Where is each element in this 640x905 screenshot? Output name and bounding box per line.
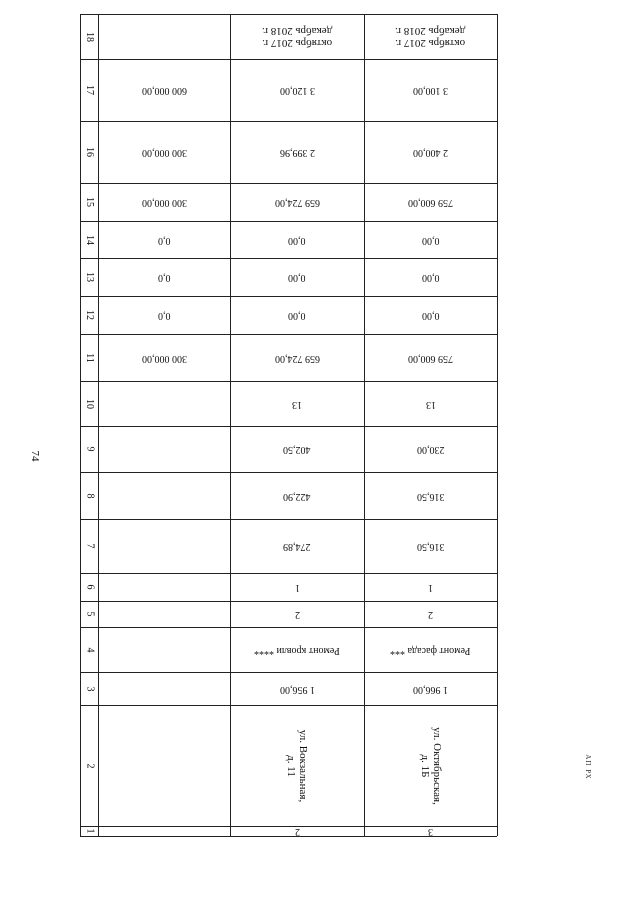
row-3-col-17-text: 3 100,00 bbox=[413, 85, 448, 96]
row-3-col-6-text: 1 bbox=[428, 582, 433, 593]
row-3-col-15-text: 759 600,00 bbox=[408, 197, 453, 208]
row-2-col-11 bbox=[230, 334, 364, 381]
row-3-col-9-text: 230,00 bbox=[416, 444, 445, 455]
row-1-col-11-text: 300 000,00 bbox=[141, 352, 187, 364]
row-1-col-1 bbox=[98, 826, 230, 836]
row-2-col-5 bbox=[230, 601, 364, 627]
row-1-col-12 bbox=[98, 296, 230, 334]
row-2-col-1 bbox=[230, 826, 364, 836]
row-2-col-8-text: 422,90 bbox=[283, 490, 311, 502]
column-number-15 bbox=[80, 183, 98, 221]
row-2-col-17 bbox=[230, 59, 364, 121]
row-1-col-16-text: 300 000,00 bbox=[141, 147, 187, 158]
archive-stamp-note: АП РХ bbox=[584, 754, 592, 780]
row-2-col-13 bbox=[230, 258, 364, 296]
row-2-col-13-text: 0,00 bbox=[288, 272, 306, 283]
row-3-col-4 bbox=[364, 627, 497, 672]
column-number-5-text: 5 bbox=[84, 611, 95, 617]
column-number-9 bbox=[80, 426, 98, 472]
column-number-9-text: 9 bbox=[84, 446, 95, 452]
row-3-col-3 bbox=[364, 672, 497, 705]
row-1-col-15 bbox=[98, 183, 230, 221]
row-3-col-12-text: 0,00 bbox=[421, 310, 440, 321]
row-3-col-16-text: 2 400,00 bbox=[413, 147, 448, 158]
row-2-col-2 bbox=[230, 705, 364, 826]
column-number-13 bbox=[80, 258, 98, 296]
row-2-col-10-text: 13 bbox=[292, 398, 302, 410]
row-2-col-6-text: 1 bbox=[294, 582, 300, 593]
row-2-col-14 bbox=[230, 221, 364, 258]
page-number: 74 bbox=[29, 450, 41, 462]
row-2-col-18 bbox=[230, 14, 364, 59]
row-2-col-12 bbox=[230, 296, 364, 334]
row-2-col-8 bbox=[230, 472, 364, 519]
row-3-col-11 bbox=[364, 334, 497, 381]
column-number-4 bbox=[80, 627, 98, 672]
column-number-4-text: 4 bbox=[84, 647, 95, 652]
row-2-col-11-text: 659 724,00 bbox=[274, 352, 320, 364]
column-number-2 bbox=[80, 705, 98, 826]
row-2-col-10 bbox=[230, 381, 364, 426]
column-number-18 bbox=[80, 14, 98, 59]
row-3-col-8-text: 316,50 bbox=[416, 490, 445, 502]
row-1-col-9 bbox=[98, 426, 230, 472]
row-2-col-9 bbox=[230, 426, 364, 472]
column-number-17 bbox=[80, 59, 98, 121]
row-3-col-7 bbox=[364, 519, 497, 573]
column-number-14-text: 14 bbox=[84, 234, 95, 245]
row-3-col-10 bbox=[364, 381, 497, 426]
row-2-col-3 bbox=[230, 672, 364, 705]
row-1-col-18 bbox=[98, 14, 230, 59]
row-3-col-10-text: 13 bbox=[425, 398, 436, 410]
row-2-col-5-text: 2 bbox=[294, 609, 300, 620]
row-2-col-18-text: октябрь 2017 г. декабрь 2018 г. bbox=[261, 24, 333, 49]
row-3-col-13-text: 0,00 bbox=[421, 272, 440, 283]
row-3-col-1-text: 3 bbox=[428, 826, 433, 837]
row-3-col-4-text: Ремонт фасада *** bbox=[390, 644, 471, 656]
column-number-6 bbox=[80, 573, 98, 601]
column-number-14 bbox=[80, 221, 98, 258]
row-1-col-4 bbox=[98, 627, 230, 672]
row-2-col-6 bbox=[230, 573, 364, 601]
column-number-13-text: 13 bbox=[84, 272, 95, 282]
column-number-3-text: 3 bbox=[84, 686, 95, 691]
row-1-col-15-text: 300 000,00 bbox=[141, 197, 187, 208]
row-1-col-7 bbox=[98, 519, 230, 573]
row-3-col-1 bbox=[364, 826, 497, 836]
row-3-col-5 bbox=[364, 601, 497, 627]
column-number-5 bbox=[80, 601, 98, 627]
row-3-col-6 bbox=[364, 573, 497, 601]
row-1-col-13-text: 0,0 bbox=[157, 272, 171, 283]
row-1-col-12-text: 0,0 bbox=[157, 310, 171, 321]
row-3-col-18 bbox=[364, 14, 497, 59]
row-1-col-10 bbox=[98, 381, 230, 426]
row-2-col-15 bbox=[230, 183, 364, 221]
column-number-2-text: 2 bbox=[84, 763, 95, 768]
row-1-col-5 bbox=[98, 601, 230, 627]
row-1-col-17-text: 600 000,00 bbox=[141, 85, 187, 96]
row-2-col-12-text: 0,00 bbox=[288, 310, 306, 321]
table-row-rule bbox=[80, 836, 497, 837]
row-1-col-3 bbox=[98, 672, 230, 705]
row-2-col-7-text: 274,89 bbox=[283, 541, 311, 552]
row-2-col-17-text: 3 120,00 bbox=[279, 85, 315, 96]
row-3-col-7-text: 316,50 bbox=[416, 541, 445, 552]
column-number-8-text: 8 bbox=[84, 493, 95, 498]
row-1-col-8 bbox=[98, 472, 230, 519]
column-number-16 bbox=[80, 121, 98, 183]
table-column-rule bbox=[497, 14, 498, 836]
row-3-col-5-text: 2 bbox=[428, 609, 433, 620]
row-1-col-13 bbox=[98, 258, 230, 296]
row-3-col-11-text: 759 600,00 bbox=[408, 352, 453, 364]
row-3-col-15 bbox=[364, 183, 497, 221]
row-2-col-4-text: Ремонт кровли **** bbox=[254, 644, 340, 656]
row-3-col-17 bbox=[364, 59, 497, 121]
column-number-15-text: 15 bbox=[84, 197, 95, 207]
row-2-col-14-text: 0,00 bbox=[288, 234, 306, 246]
row-1-col-16 bbox=[98, 121, 230, 183]
row-3-col-14-text: 0,00 bbox=[421, 234, 440, 246]
row-3-col-13 bbox=[364, 258, 497, 296]
row-3-col-8 bbox=[364, 472, 497, 519]
row-3-col-12 bbox=[364, 296, 497, 334]
row-3-col-2 bbox=[364, 705, 497, 826]
row-2-col-16 bbox=[230, 121, 364, 183]
column-number-12 bbox=[80, 296, 98, 334]
column-number-7-text: 7 bbox=[84, 543, 95, 549]
row-2-col-2-text: ул. Вокзальная, д. 11 bbox=[284, 729, 309, 802]
column-number-7 bbox=[80, 519, 98, 573]
row-1-col-14-text: 0,0 bbox=[157, 234, 171, 246]
row-1-col-11 bbox=[98, 334, 230, 381]
column-number-8 bbox=[80, 472, 98, 519]
column-number-10 bbox=[80, 381, 98, 426]
column-number-12-text: 12 bbox=[84, 310, 95, 320]
column-number-17-text: 17 bbox=[84, 85, 95, 95]
row-3-col-18-text: октябрь 2017 г. декабрь 2018 г. bbox=[395, 24, 466, 49]
row-3-col-2-text: ул. Октябрьская, д. 1Б bbox=[418, 726, 443, 805]
column-number-18-text: 18 bbox=[84, 31, 95, 42]
column-number-10-text: 10 bbox=[84, 398, 95, 409]
row-1-col-2 bbox=[98, 705, 230, 826]
row-3-col-14 bbox=[364, 221, 497, 258]
row-1-col-6 bbox=[98, 573, 230, 601]
column-number-16-text: 16 bbox=[84, 147, 95, 157]
row-2-col-7 bbox=[230, 519, 364, 573]
row-2-col-3-text: 1 956,00 bbox=[279, 683, 315, 695]
row-1-col-17 bbox=[98, 59, 230, 121]
column-number-1 bbox=[80, 826, 98, 836]
row-2-col-4 bbox=[230, 627, 364, 672]
row-2-col-9-text: 402,50 bbox=[283, 444, 311, 455]
column-number-3 bbox=[80, 672, 98, 705]
column-number-11-text: 11 bbox=[83, 352, 95, 363]
column-number-6-text: 6 bbox=[84, 584, 95, 590]
row-2-col-1-text: 2 bbox=[294, 826, 300, 837]
column-number-1-text: 1 bbox=[84, 828, 95, 834]
column-number-11 bbox=[80, 334, 98, 381]
row-1-col-14 bbox=[98, 221, 230, 258]
row-2-col-15-text: 659 724,00 bbox=[274, 197, 320, 208]
row-3-col-9 bbox=[364, 426, 497, 472]
row-3-col-3-text: 1 966,00 bbox=[413, 683, 448, 695]
row-3-col-16 bbox=[364, 121, 497, 183]
row-2-col-16-text: 2 399,96 bbox=[279, 147, 315, 158]
